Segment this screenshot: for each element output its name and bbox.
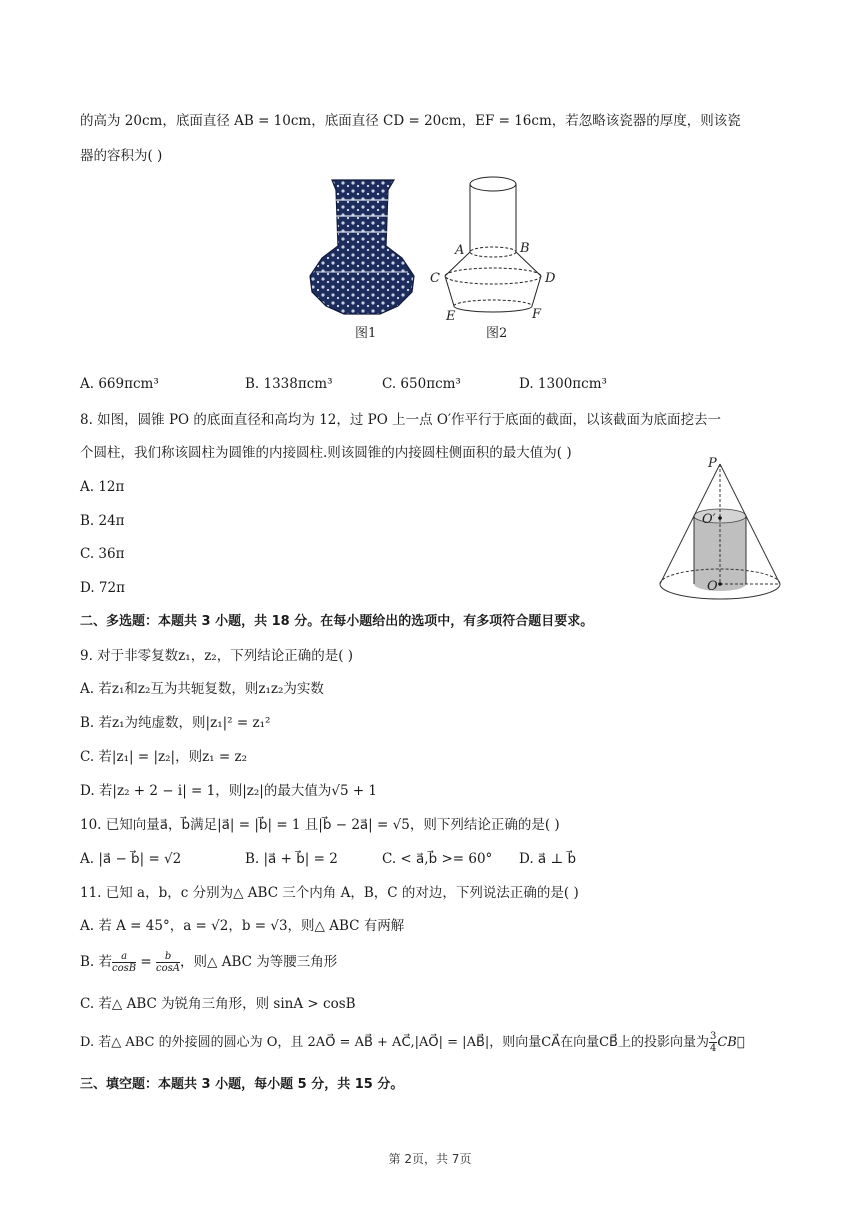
- q9-option-a: A. 若z₁和z₂互为共轭复数，则z₁z₂为实数: [80, 681, 324, 697]
- q7-stem-line2: 器的容积为( ): [80, 148, 163, 164]
- label-C: C: [430, 271, 440, 286]
- q9-option-b: B. 若z₁为纯虚数，则|z₁|² = z₁²: [80, 715, 271, 731]
- q11-option-a: A. 若 A = 45°，a = √2，b = √3，则△ ABC 有两解: [80, 918, 405, 934]
- q11-option-b-suffix: ，则△ ABC 为等腰三角形: [180, 954, 338, 970]
- label-F: F: [532, 307, 542, 322]
- label-B: B: [520, 241, 530, 256]
- q9-stem: 9. 对于非零复数z₁，z₂，下列结论正确的是( ): [80, 648, 354, 664]
- q11-option-d-text: D. 若△ ABC 的外接圆的圆心为 O，且 2AO⃗ = AB⃗ + AC⃗,|AO⃗| = |AB⃗|，则向量CA⃗在向量CB⃗上的投影向量为: [80, 1035, 709, 1050]
- q11-option-b: [80, 951, 337, 974]
- label-D: D: [545, 271, 556, 286]
- q10-option-a: A. |a⃗ − b⃗| = √2: [80, 851, 182, 867]
- q7-option-b: B. 1338πcm³: [245, 376, 333, 392]
- fraction-3-4: $\frac{3}{4}$: [709, 1031, 717, 1054]
- q7-option-d: D. 1300πcm³: [519, 376, 607, 392]
- q10-stem: 10. 已知向量a⃗，b⃗满足|a⃗| = |b⃗| = 1 且|b⃗ − 2a⃗| = √5，则下列结论正确的是( ): [80, 817, 560, 833]
- q7-option-c: C. 650πcm³: [382, 376, 461, 392]
- q9-option-d: D. 若|z₂ + 2 − i| = 1，则|z₂|的最大值为√5 + 1: [80, 783, 378, 799]
- fraction-b-over-cosA: $\frac{b}{\cos A}$: [156, 951, 181, 974]
- vector-CB: CB⃗: [717, 1035, 745, 1050]
- label-P: P: [708, 456, 717, 471]
- section-2-heading: 二、多选题：本题共 3 小题，共 18 分。在每小题给出的选项中，有多项符合题目要求。: [80, 614, 594, 629]
- q10-option-b: B. |a⃗ + b⃗| = 2: [245, 851, 338, 867]
- q11-option-d: [80, 1031, 745, 1054]
- label-A: A: [455, 243, 465, 258]
- fig2-caption: 图2: [486, 326, 508, 341]
- q11-stem: 11. 已知 a，b，c 分别为△ ABC 三个内角 A，B，C 的对边，下列说法正确的是( ): [80, 885, 579, 901]
- q9-option-c: C. 若|z₁| = |z₂|，则z₁ = z₂: [80, 749, 248, 765]
- vessel-schematic-figure: [428, 172, 568, 344]
- q8-option-d: D. 72π: [80, 580, 125, 596]
- label-O: O: [707, 579, 718, 594]
- section-3-heading: 三、填空题：本题共 3 小题，每小题 5 分，共 15 分。: [80, 1077, 404, 1092]
- q8-option-c: C. 36π: [80, 546, 125, 562]
- q10-option-d: D. a⃗ ⊥ b⃗: [519, 851, 577, 867]
- vase-figure: [300, 172, 425, 344]
- label-E: E: [446, 309, 456, 324]
- fig1-caption: 图1: [355, 326, 377, 341]
- q11-option-b-prefix: B. 若: [80, 954, 113, 970]
- q11-option-c: C. 若△ ABC 为锐角三角形，则 sinA > cosB: [80, 996, 356, 1012]
- page-footer: 第 2页，共 7页: [388, 1152, 472, 1166]
- label-O-prime: O′: [702, 512, 716, 527]
- q8-option-b: B. 24π: [80, 513, 125, 529]
- cone-cylinder-figure: [650, 452, 790, 612]
- q8-option-a: A. 12π: [80, 479, 125, 495]
- q10-option-c: C. < a⃗,b⃗ >= 60°: [382, 851, 493, 867]
- fraction-a-over-cosB: $\frac{a}{\cos B}$: [112, 951, 137, 974]
- equals-sign: =: [136, 954, 157, 970]
- q7-stem-line1: 的高为 20cm，底面直径 AB = 10cm，底面直径 CD = 20cm，EF = 16cm，若忽略该瓷器的厚度，则该瓷: [80, 113, 741, 129]
- q7-option-a: A. 669πcm³: [80, 376, 159, 392]
- q8-stem-line1: 8. 如图，圆锥 PO 的底面直径和高均为 12，过 PO 上一点 O′作平行于底面的截面，以该截面为底面挖去一: [80, 412, 722, 428]
- q8-stem-line2: 个圆柱，我们称该圆柱为圆锥的内接圆柱.则该圆锥的内接圆柱侧面积的最大值为( ): [80, 445, 572, 461]
